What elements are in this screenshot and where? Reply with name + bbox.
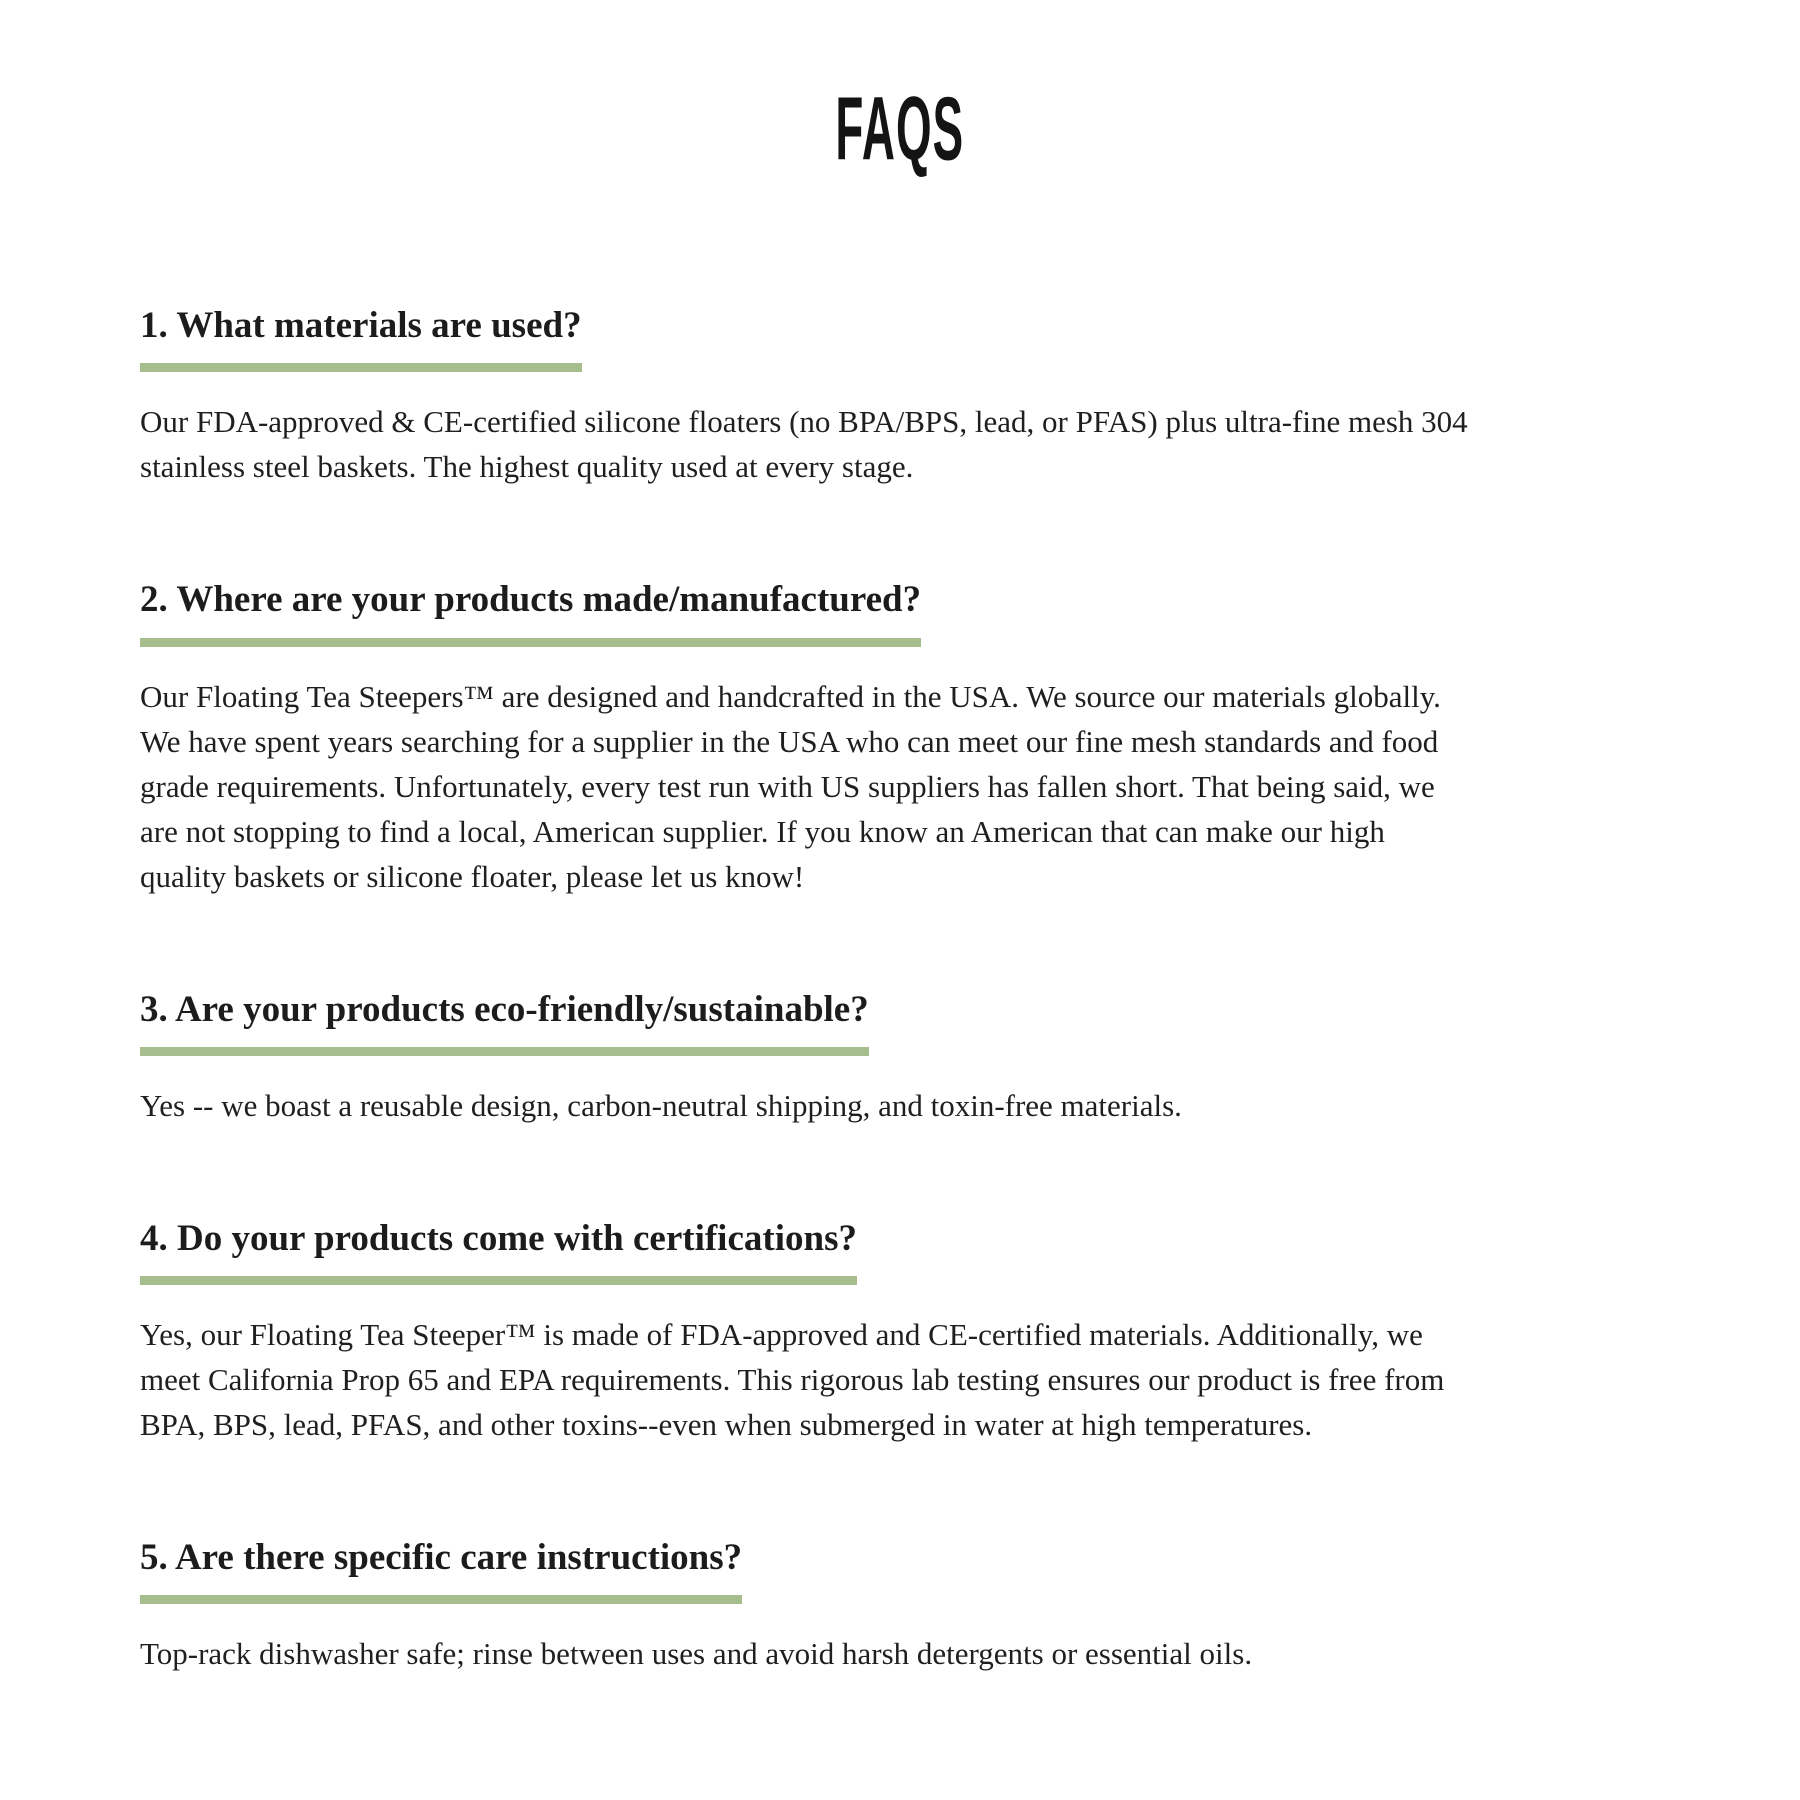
faq-item bbox=[140, 1216, 1470, 1447]
faq-question-block bbox=[140, 303, 582, 372]
faq-answer: Yes, our Floating Tea Steeper™ is made of FDA-approved and CE-certified materials. Additionally, we meet California Prop 65 and EPA requirements. This rigorous lab testing ensures our product is free from BPA, BPS, lead, PFAS, and other toxins--even when submerged in water at high temperatures. bbox=[140, 1317, 1445, 1442]
question-underline-accent bbox=[140, 363, 582, 372]
faq-item bbox=[140, 303, 1470, 489]
page-title bbox=[140, 78, 1660, 179]
faq-question-block bbox=[140, 1535, 742, 1604]
question-underline-accent bbox=[140, 1276, 857, 1285]
faq-question: 5. Are there specific care instructions? bbox=[140, 1537, 743, 1578]
faq-item bbox=[140, 577, 1470, 898]
faq-question: 4. Do your products come with certifications? bbox=[140, 1217, 857, 1259]
question-underline-accent bbox=[140, 638, 921, 647]
faq-question-block bbox=[140, 1216, 857, 1285]
faq-question-block bbox=[140, 577, 921, 646]
page-title-text: FAQS bbox=[835, 78, 965, 179]
faq-answer: Our FDA-approved & CE-certified silicone floaters (no BPA/BPS, lead, or PFAS) plus ultra-fine mesh 304 stainless steel baskets. The highest quality used at every stage. bbox=[140, 404, 1468, 485]
faq-question: 1. What materials are used? bbox=[140, 305, 582, 346]
faq-answer: Yes -- we boast a reusable design, carbon-neutral shipping, and toxin-free materials. bbox=[140, 1087, 1182, 1123]
faq-item bbox=[140, 987, 1182, 1128]
faq-answer: Top-rack dishwasher safe; rinse between uses and avoid harsh detergents or essential oils. bbox=[140, 1636, 1253, 1672]
faq-question: 2. Where are your products made/manufactured? bbox=[140, 579, 922, 621]
faq-question-block bbox=[140, 987, 869, 1056]
question-underline-accent bbox=[140, 1047, 869, 1056]
question-underline-accent bbox=[140, 1595, 742, 1604]
faq-item bbox=[140, 1535, 1252, 1676]
faq-answer: Our Floating Tea Steepers™ are designed and handcrafted in the USA. We source our materials globally. We have spent years searching for a supplier in the USA who can meet our fine mesh standards and food grade requirements. Unfortunately, every test run with US suppliers has fallen short. That being said, we are not stopping to find a local, American supplier. If you know an American that can make our high quality baskets or silicone floater, please let us know! bbox=[140, 678, 1441, 894]
faq-question: 3. Are your products eco-friendly/sustainable? bbox=[140, 988, 869, 1030]
